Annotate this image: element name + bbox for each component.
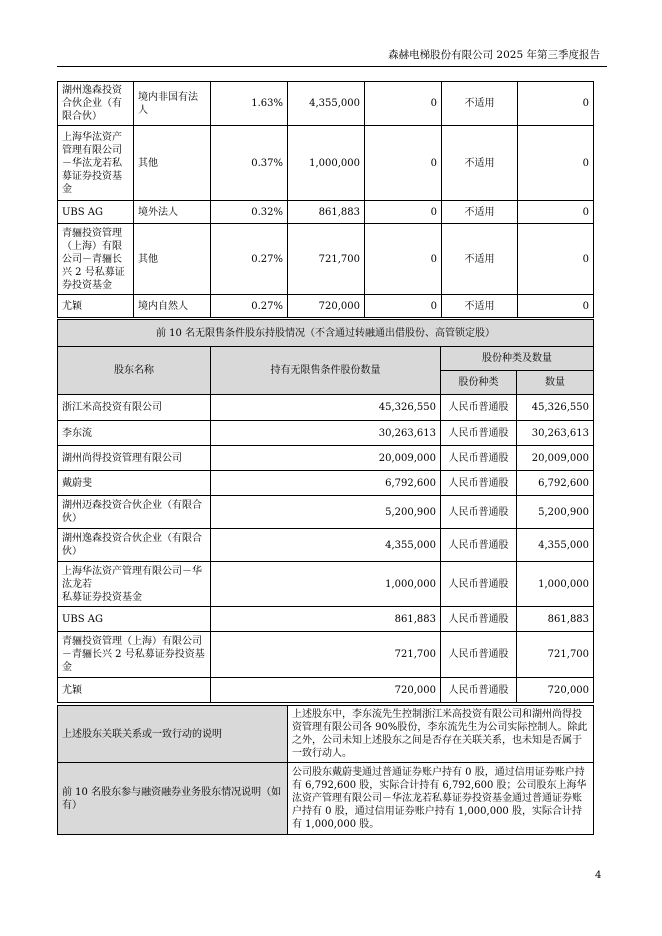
note-label-margin-trading: 前 10 名股东参与融资融券业务股东情况说明（如有） <box>58 763 288 835</box>
holding-shares: 721,700 <box>288 224 365 295</box>
unrestricted-quantity: 6,792,600 <box>211 471 441 496</box>
restricted-shares: 0 <box>365 224 442 295</box>
table-title-row <box>58 320 594 347</box>
shareholder-name: 尤颖 <box>58 295 134 318</box>
page-number: 4 <box>595 870 602 881</box>
shareholder-name: 浙江米高投资有限公司 <box>58 395 211 421</box>
table-row <box>58 562 594 607</box>
share-number: 5,200,900 <box>517 496 594 529</box>
share-type: 人民币普通股 <box>441 678 517 703</box>
shareholder-name-line1: 上海华汯资产管理有限公司－华汯龙若 <box>62 565 202 590</box>
shareholder-name <box>58 562 211 607</box>
table-row <box>58 82 594 126</box>
table-row <box>58 446 594 471</box>
top10-shareholders-table-continued <box>57 81 594 318</box>
share-type: 人民币普通股 <box>441 607 517 632</box>
share-type: 人民币普通股 <box>441 496 517 529</box>
note-text-margin-trading: 公司股东戴蔚斐通过普通证券账户持有 0 股，通过信用证券账户持有 6,792,600 股，实际合计持有 6,792,600 股；公司股东上海华汯资产管理有限公司－华汯龙若私募证券投资基金通过普通证券账户持有 0 股，通过信用证券账户持有 1,000,000 股，实际合计持有 1,000,000 股。 <box>288 763 594 835</box>
note-row <box>58 706 594 763</box>
holding-shares: 861,883 <box>288 201 365 224</box>
col-header-type: 股份种类 <box>441 371 517 395</box>
share-type: 人民币普通股 <box>441 446 517 471</box>
note-label-related-parties: 上述股东关联关系或一致行动的说明 <box>58 706 288 763</box>
shareholder-nature: 境内非国有法人 <box>134 82 211 126</box>
share-number: 30,263,613 <box>517 421 594 446</box>
pledge-status: 不适用 <box>442 82 518 126</box>
page-header: 森赫电梯股份有限公司 2025 年第三季度报告 <box>388 49 600 61</box>
unrestricted-quantity: 20,009,000 <box>211 446 441 471</box>
pledge-quantity: 0 <box>518 224 594 295</box>
header-row <box>58 347 594 371</box>
share-number: 45,326,550 <box>517 395 594 421</box>
unrestricted-quantity: 4,355,000 <box>211 529 441 562</box>
shareholder-nature: 境外法人 <box>134 201 211 224</box>
share-number: 20,009,000 <box>517 446 594 471</box>
table-row <box>58 295 594 318</box>
shareholder-nature: 其他 <box>134 126 211 201</box>
share-type: 人民币普通股 <box>441 471 517 496</box>
shareholder-name: UBS AG <box>58 201 134 224</box>
share-type: 人民币普通股 <box>441 395 517 421</box>
unrestricted-quantity: 721,700 <box>211 632 441 678</box>
holding-percent: 1.63% <box>211 82 288 126</box>
pledge-quantity: 0 <box>518 201 594 224</box>
shareholder-name: 上海华汯资产管理有限公司－华汯龙若私募证券投资基金 <box>58 126 134 201</box>
shareholder-name: 湖州逸森投资合伙企业（有限合伙） <box>58 82 134 126</box>
shareholder-name: 尤颖 <box>58 678 211 703</box>
holding-percent: 0.37% <box>211 126 288 201</box>
shareholder-nature: 其他 <box>134 224 211 295</box>
share-number: 4,355,000 <box>517 529 594 562</box>
share-type: 人民币普通股 <box>441 562 517 607</box>
table-row <box>58 496 594 529</box>
share-number: 720,000 <box>517 678 594 703</box>
table-row <box>58 471 594 496</box>
notes-table <box>57 705 594 835</box>
pledge-status: 不适用 <box>442 224 518 295</box>
pledge-status: 不适用 <box>442 295 518 318</box>
table-row <box>58 632 594 678</box>
shareholder-name: UBS AG <box>58 607 211 632</box>
pledge-quantity: 0 <box>518 295 594 318</box>
col-header-quantity: 持有无限售条件股份数量 <box>211 347 441 395</box>
note-row <box>58 763 594 835</box>
holding-shares: 1,000,000 <box>288 126 365 201</box>
share-type: 人民币普通股 <box>441 632 517 678</box>
pledge-quantity: 0 <box>518 82 594 126</box>
table-row <box>58 607 594 632</box>
table-row <box>58 395 594 421</box>
unrestricted-quantity: 861,883 <box>211 607 441 632</box>
unrestricted-quantity: 45,326,550 <box>211 395 441 421</box>
holding-percent: 0.32% <box>211 201 288 224</box>
shareholder-name: 湖州迈森投资合伙企业（有限合伙） <box>58 496 211 529</box>
restricted-shares: 0 <box>365 201 442 224</box>
table-row <box>58 224 594 295</box>
table-title: 前 10 名无限售条件股东持股情况（不含通过转融通出借股份、高管锁定股） <box>58 320 594 347</box>
col-header-number: 数量 <box>517 371 594 395</box>
share-type: 人民币普通股 <box>441 421 517 446</box>
pledge-status: 不适用 <box>442 201 518 224</box>
unrestricted-quantity: 30,263,613 <box>211 421 441 446</box>
col-header-name: 股东名称 <box>58 347 211 395</box>
restricted-shares: 0 <box>365 126 442 201</box>
restricted-shares: 0 <box>365 295 442 318</box>
table-row <box>58 126 594 201</box>
note-text-related-parties: 上述股东中，李东流先生控制浙江米高投资有限公司和湖州尚得投资管理有限公司各 90%股份，李东流先生为公司实际控制人。除此之外，公司未知上述股东之间是否存在关联关系，也未知是否属于一致行动人。 <box>288 706 594 763</box>
shareholder-name: 青骊投资管理（上海）有限公司－青骊长兴 2 号私募证券投资基金 <box>58 632 211 678</box>
holding-percent: 0.27% <box>211 224 288 295</box>
shareholder-nature: 境内自然人 <box>134 295 211 318</box>
unrestricted-shareholders-table <box>57 319 594 703</box>
table-row <box>58 201 594 224</box>
table-row <box>58 529 594 562</box>
header-rule <box>57 66 607 67</box>
unrestricted-quantity: 1,000,000 <box>211 562 441 607</box>
table-row <box>58 421 594 446</box>
unrestricted-quantity: 5,200,900 <box>211 496 441 529</box>
share-type: 人民币普通股 <box>441 529 517 562</box>
shareholder-name: 戴蔚斐 <box>58 471 211 496</box>
shareholder-name: 湖州逸森投资合伙企业（有限合伙） <box>58 529 211 562</box>
restricted-shares: 0 <box>365 82 442 126</box>
pledge-status: 不适用 <box>442 126 518 201</box>
share-number: 6,792,600 <box>517 471 594 496</box>
holding-percent: 0.27% <box>211 295 288 318</box>
col-header-type-group: 股份种类及数量 <box>441 347 594 371</box>
holding-shares: 4,355,000 <box>288 82 365 126</box>
shareholder-name: 湖州尚得投资管理有限公司 <box>58 446 211 471</box>
table-row <box>58 678 594 703</box>
unrestricted-quantity: 720,000 <box>211 678 441 703</box>
shareholder-name: 李东流 <box>58 421 211 446</box>
pledge-quantity: 0 <box>518 126 594 201</box>
share-number: 721,700 <box>517 632 594 678</box>
shareholder-name: 青骊投资管理（上海）有限公司－青骊长兴 2 号私募证券投资基金 <box>58 224 134 295</box>
shareholder-name-line2: 私募证券投资基金 <box>62 591 142 603</box>
share-number: 861,883 <box>517 607 594 632</box>
holding-shares: 720,000 <box>288 295 365 318</box>
share-number: 1,000,000 <box>517 562 594 607</box>
